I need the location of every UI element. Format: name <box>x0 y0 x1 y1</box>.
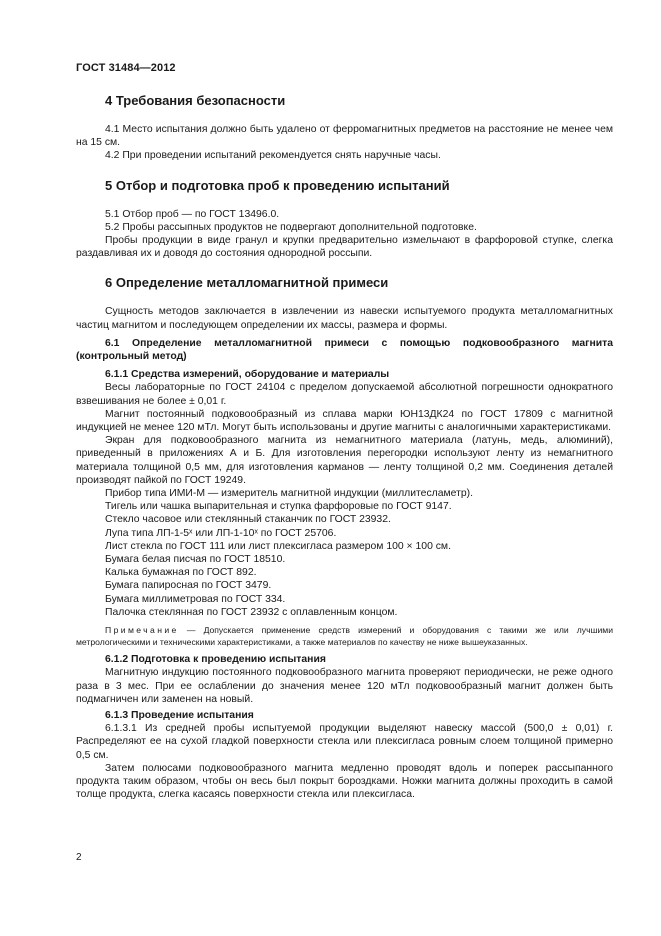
subsection-6-1-title: 6.1 Определение металломагнитной примеси с помощью подковообразного магнита (контрольный метод) <box>76 337 613 363</box>
note-label: Примечание <box>105 625 179 636</box>
paragraph-6-intro: Сущность методов заключается в извлечении из навески испытуемого продукта металломагнитных частиц магнитом и последующем определении их массы, размера и формы. <box>76 306 613 331</box>
paragraph-6-1-3-2: Затем полюсами подковообразного магнита медленно проводят вдоль и поперек рассыпанного продукта таким образом, чтобы он весь был покрыт бороздками. Ножки магнита должны проходить в самой толще продукта, слегка касаясь поверхности стекла или плексигласа. <box>76 762 613 801</box>
note <box>76 624 613 648</box>
section-5-title: 5 Отбор и подготовка проб к проведению испытаний <box>105 177 450 193</box>
equipment-item: Лист стекла по ГОСТ 111 или лист плексигласа размером 100 × 100 см. <box>105 540 451 552</box>
subsection-6-1-3-title: 6.1.3 Проведение испытания <box>105 709 254 721</box>
equipment-item: Бумага папиросная по ГОСТ 3479. <box>105 580 272 592</box>
note-text: — Допускается применение средств измерений и оборудования с такими же или лучшими метрологическими и техническими характеристиками, а также материалов по качеству не ниже вышеуказанных. <box>76 625 613 648</box>
equipment-item: Экран для подковообразного магнита из немагнитного материала (латунь, медь, алюминий), приведенный в приложениях А и Б. Для изготовления перегородки используют ленту из немагнитного материала толщиной 0,5 мм, для изготовления карманов — ленту толщиной 0,2 мм. Соединения деталей производят пайкой по ГОСТ 19249. <box>76 435 613 486</box>
equipment-item: Стекло часовое или стеклянный стаканчик по ГОСТ 23932. <box>105 514 391 526</box>
page-number: 2 <box>76 852 82 863</box>
document-content <box>76 92 613 801</box>
paragraph-4-1: 4.1 Место испытания должно быть удалено от ферромагнитных предметов на расстояние не менее чем на 15 см. <box>76 124 613 149</box>
equipment-item: Бумага миллиметровая по ГОСТ 334. <box>105 593 286 605</box>
equipment-item: Лупа типа ЛП-1-5ˣ или ЛП-1-10ˣ по ГОСТ 25706. <box>105 527 337 539</box>
paragraph-4-2: 4.2 При проведении испытаний рекомендуется снять наручные часы. <box>105 150 441 162</box>
paragraph-5-3: Пробы продукции в виде гранул и крупки предварительно измельчают в фарфоровой ступке, слегка раздавливая их и доводя до состояния однородной россыпи. <box>76 235 613 260</box>
paragraph-5-1: 5.1 Отбор проб — по ГОСТ 13496.0. <box>105 208 280 220</box>
equipment-item: Калька бумажная по ГОСТ 892. <box>105 567 257 579</box>
paragraph-5-2: 5.2 Пробы рассыпных продуктов не подвергают дополнительной подготовке. <box>105 221 477 233</box>
subsection-6-1-1-title: 6.1.1 Средства измерений, оборудование и материалы <box>105 369 390 381</box>
equipment-item: Бумага белая писчая по ГОСТ 18510. <box>105 554 286 566</box>
paragraph-6-1-2: Магнитную индукцию постоянного подковообразного магнита проверяют периодически, не реже одного раза в 3 мес. При ее ослаблении до значения менее 120 мТл подковообразный магнит должен быть подмагничен или заменен на новый. <box>76 667 613 705</box>
standard-header: ГОСТ 31484—2012 <box>76 62 176 74</box>
section-6-title: 6 Определение металломагнитной примеси <box>105 275 389 291</box>
equipment-item: Весы лабораторные по ГОСТ 24104 с пределом допускаемой абсолютной погрешности однократного взвешивания не более ± 0,01 г. <box>76 382 613 407</box>
equipment-item: Прибор типа ИМИ-М — измеритель магнитной индукции (миллитесламетр). <box>105 488 473 500</box>
equipment-item: Магнит постоянный подковообразный из сплава марки ЮН13ДК24 по ГОСТ 17809 с магнитной индукцией не менее 120 мТл. Могут быть использованы и другие магниты с аналогичными характеристиками. <box>76 408 613 434</box>
section-4-title: 4 Требования безопасности <box>105 93 286 108</box>
equipment-item: Палочка стеклянная по ГОСТ 23932 с оплавленным концом. <box>105 606 398 618</box>
equipment-item: Тигель или чашка выпарительная и ступка фарфоровые по ГОСТ 9147. <box>105 501 452 513</box>
paragraph-6-1-3-1: 6.1.3.1 Из средней пробы испытуемой продукции выделяют навеску массой (500,0 ± 0,01) г. Распределяют ее на сухой гладкой поверхности стекла или плексигласа ровным слоем толщиной примерно 0,5 см. <box>76 723 613 761</box>
subsection-6-1-2-title: 6.1.2 Подготовка к проведению испытания <box>105 654 326 666</box>
